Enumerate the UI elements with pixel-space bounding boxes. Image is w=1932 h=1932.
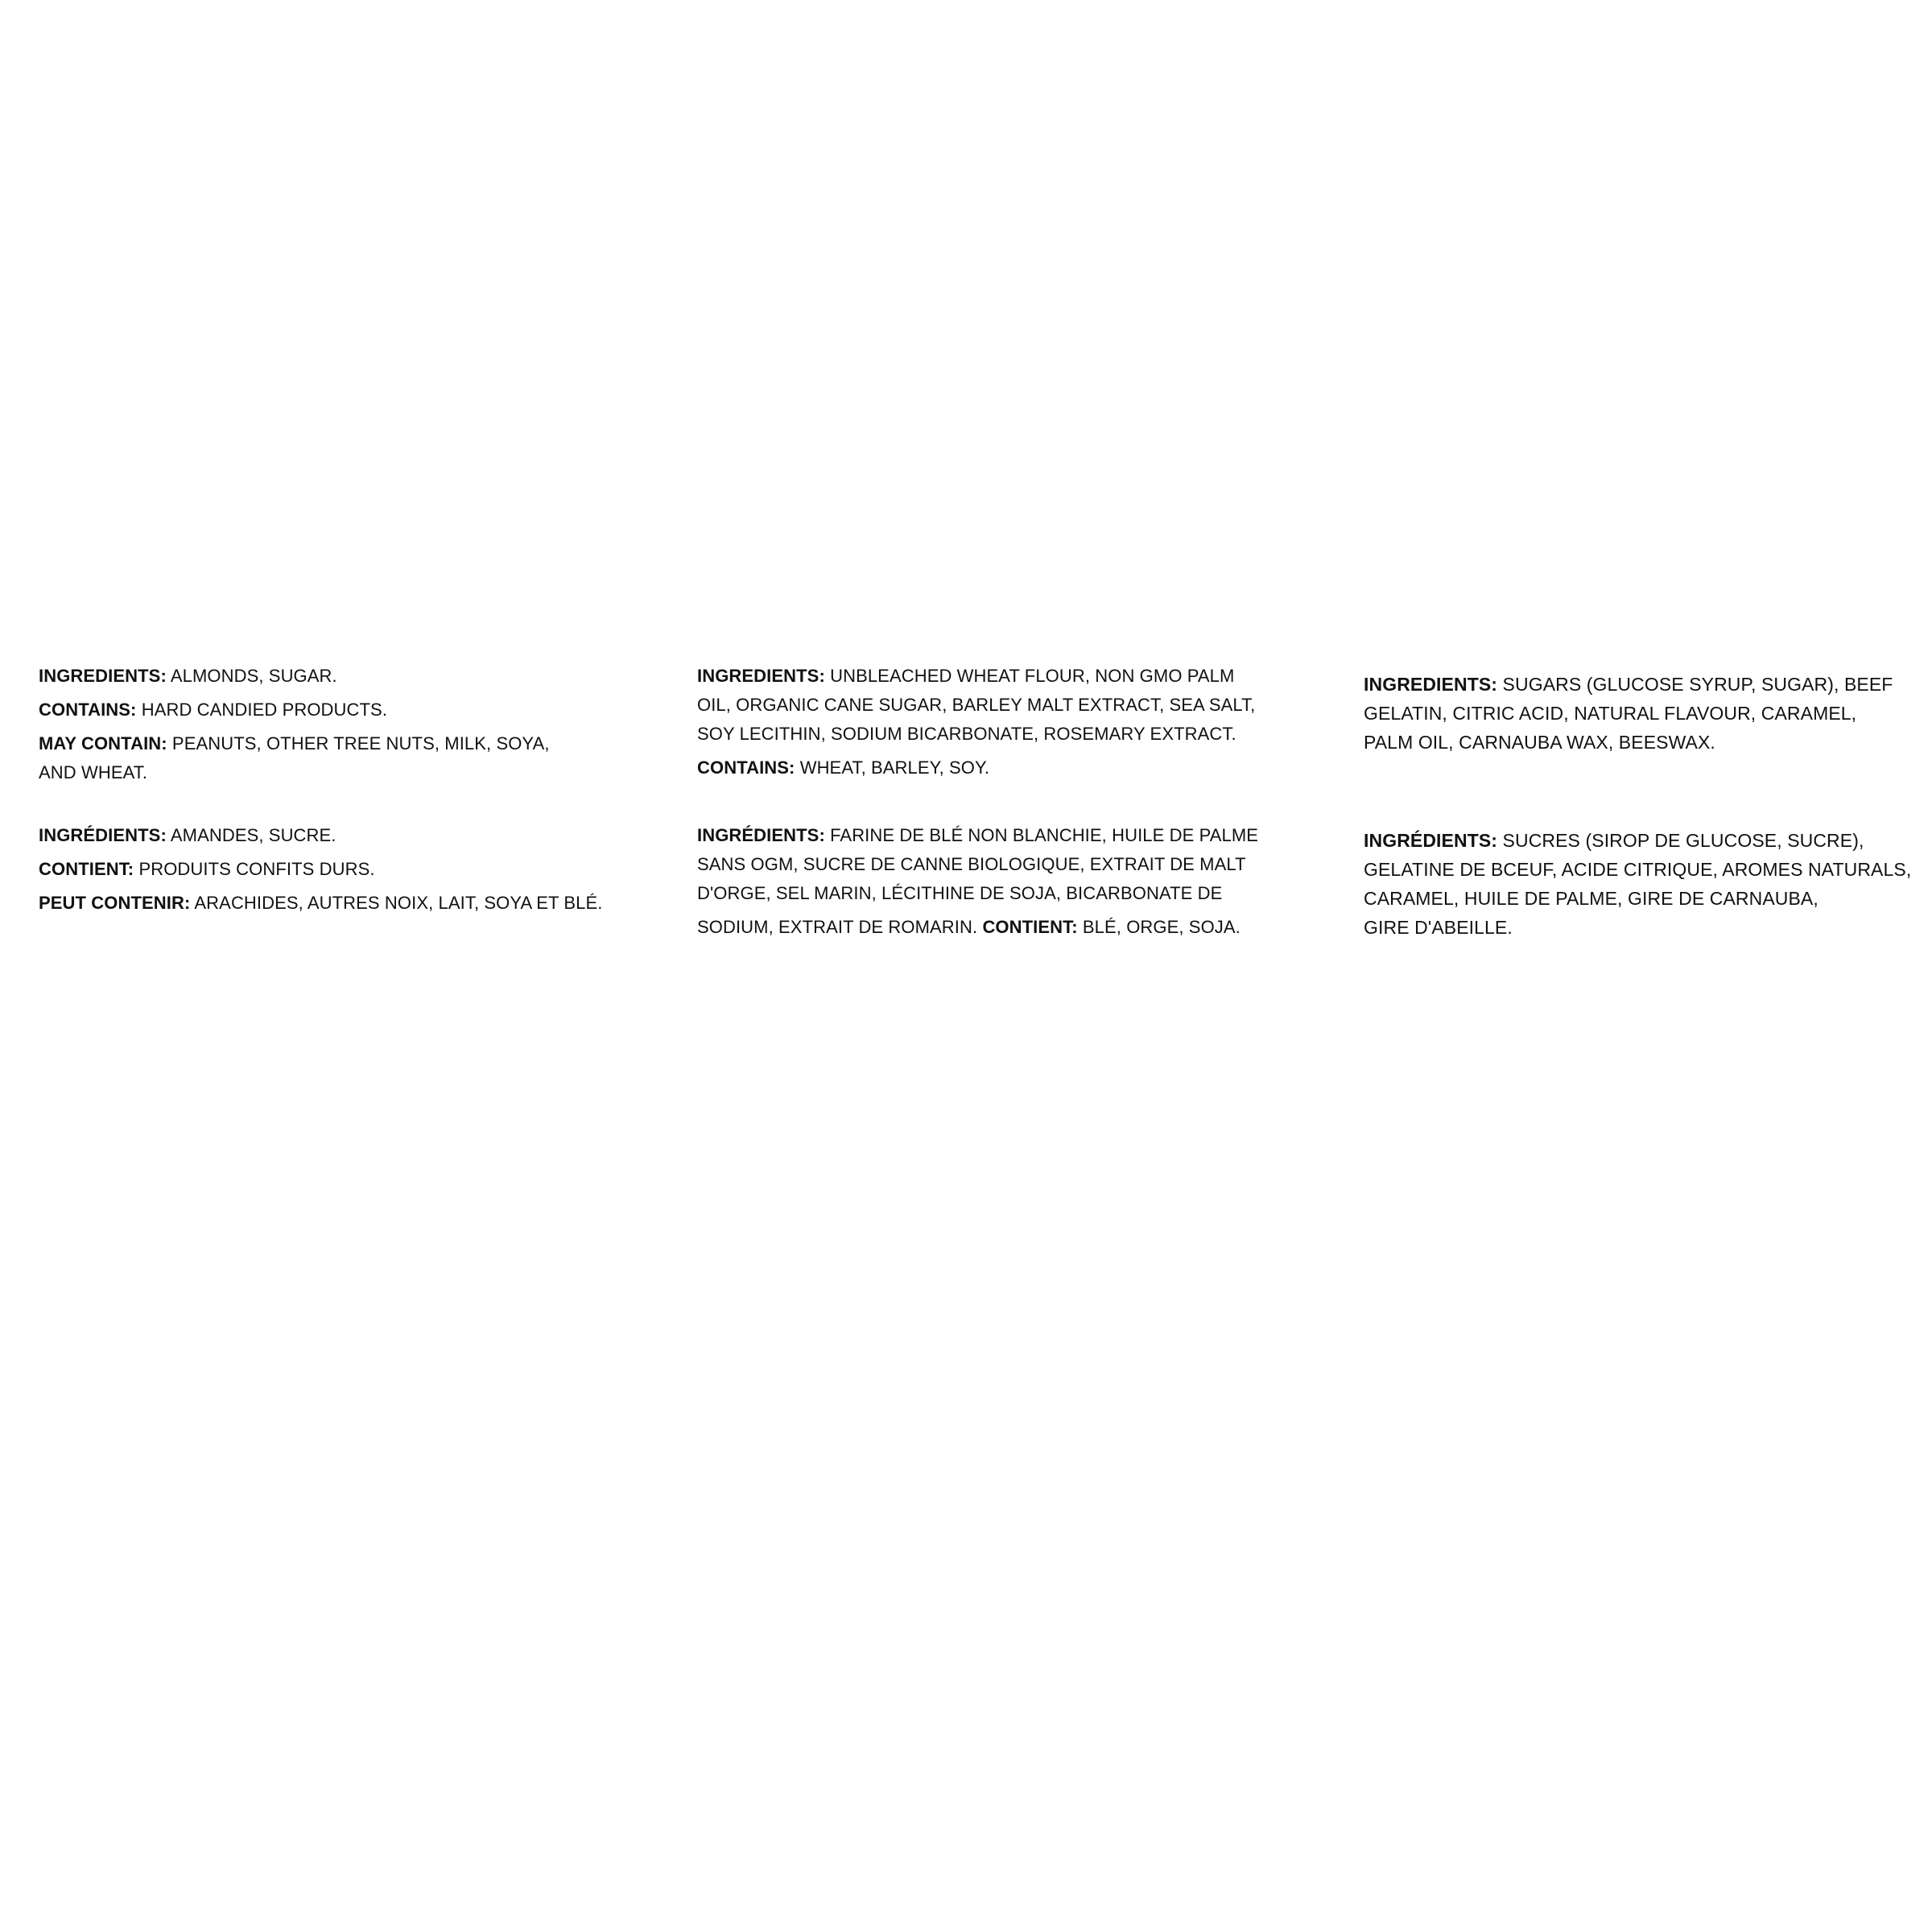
- left-en-contains-line: [39, 696, 603, 724]
- ingredients-label: INGREDIENTS:: [1364, 674, 1498, 695]
- right-ingredients-panel: [1364, 670, 1911, 942]
- left-en-ingredients-line: [39, 662, 603, 691]
- ingredients-text-fr-end: SODIUM, EXTRAIT DE ROMARIN.: [697, 917, 978, 937]
- left-fr-peut-contenir-line: [39, 889, 603, 918]
- ingredients-text-fr: FARINE DE BLÉ NON BLANCHIE, HUILE DE PALME: [830, 825, 1259, 845]
- contient-label: CONTIENT:: [39, 859, 134, 879]
- middle-fr-ingredients-line-4: [697, 913, 1258, 942]
- left-ingredients-panel: [39, 662, 603, 918]
- ingredients-text: SUGARS (GLUCOSE SYRUP, SUGAR), BEEF: [1502, 674, 1893, 695]
- right-fr-ingredients-line-4: GIRE D'ABEILLE.: [1364, 917, 1513, 938]
- right-fr-ingredients-line-1: [1364, 826, 1911, 855]
- right-fr-ingredients-line-2: GELATINE DE BCEUF, ACIDE CITRIQUE, AROMES NATURALS,: [1364, 859, 1912, 880]
- left-fr-ingredients-line: [39, 821, 603, 850]
- middle-en-contains-line: [697, 753, 1258, 782]
- middle-fr-ingredients-line-2: SANS OGM, SUCRE DE CANNE BIOLOGIQUE, EXTRAIT DE MALT: [697, 854, 1246, 874]
- middle-en-ingredients-line-2: OIL, ORGANIC CANE SUGAR, BARLEY MALT EXTRACT, SEA SALT,: [697, 695, 1256, 715]
- peut-contenir-text: ARACHIDES, AUTRES NOIX, LAIT, SOYA ET BLÉ.: [194, 893, 603, 913]
- middle-fr-ingredients-line-3: D'ORGE, SEL MARIN, LÉCITHINE DE SOJA, BICARBONATE DE: [697, 883, 1223, 903]
- ingredients-label-fr: INGRÉDIENTS:: [1364, 830, 1498, 851]
- middle-en-ingredients-line-3: SOY LECITHIN, SODIUM BICARBONATE, ROSEMARY EXTRACT.: [697, 724, 1236, 744]
- right-en-ingredients-line-1: [1364, 670, 1911, 699]
- middle-ingredients-panel: [697, 662, 1258, 942]
- may-contain-label: MAY CONTAIN:: [39, 733, 167, 753]
- middle-fr-ingredients-line-1: [697, 821, 1258, 850]
- ingredients-text: UNBLEACHED WHEAT FLOUR, NON GMO PALM: [830, 666, 1235, 686]
- contient-text: BLÉ, ORGE, SOJA.: [1082, 917, 1241, 937]
- ingredients-label-fr: INGRÉDIENTS:: [39, 825, 167, 845]
- left-en-may-contain-line: [39, 729, 603, 758]
- left-en-may-contain-line-2: AND WHEAT.: [39, 762, 148, 782]
- middle-en-ingredients-line-1: [697, 662, 1258, 691]
- may-contain-text: PEANUTS, OTHER TREE NUTS, MILK, SOYA,: [171, 733, 550, 753]
- right-fr-ingredients-line-3: CARAMEL, HUILE DE PALME, GIRE DE CARNAUBA,: [1364, 888, 1818, 909]
- ingredients-text-fr: SUCRES (SIROP DE GLUCOSE, SUCRE),: [1502, 830, 1864, 851]
- contains-text: HARD CANDIED PRODUCTS.: [141, 700, 388, 720]
- ingredients-text-fr: AMANDES, SUCRE.: [170, 825, 336, 845]
- right-en-ingredients-line-3: PALM OIL, CARNAUBA WAX, BEESWAX.: [1364, 732, 1715, 753]
- ingredients-label: INGREDIENTS:: [697, 666, 825, 686]
- contains-text: WHEAT, BARLEY, SOY.: [799, 758, 990, 778]
- ingredients-label-fr: INGRÉDIENTS:: [697, 825, 825, 845]
- contient-label: CONTIENT:: [982, 917, 1078, 937]
- contains-label: CONTAINS:: [697, 758, 795, 778]
- ingredients-label: INGREDIENTS:: [39, 666, 167, 686]
- right-en-ingredients-line-2: GELATIN, CITRIC ACID, NATURAL FLAVOUR, CARAMEL,: [1364, 703, 1857, 724]
- ingredients-text: ALMONDS, SUGAR.: [170, 666, 337, 686]
- contient-text: PRODUITS CONFITS DURS.: [138, 859, 375, 879]
- peut-contenir-label: PEUT CONTENIR:: [39, 893, 191, 913]
- left-fr-contient-line: [39, 855, 603, 884]
- contains-label: CONTAINS:: [39, 700, 137, 720]
